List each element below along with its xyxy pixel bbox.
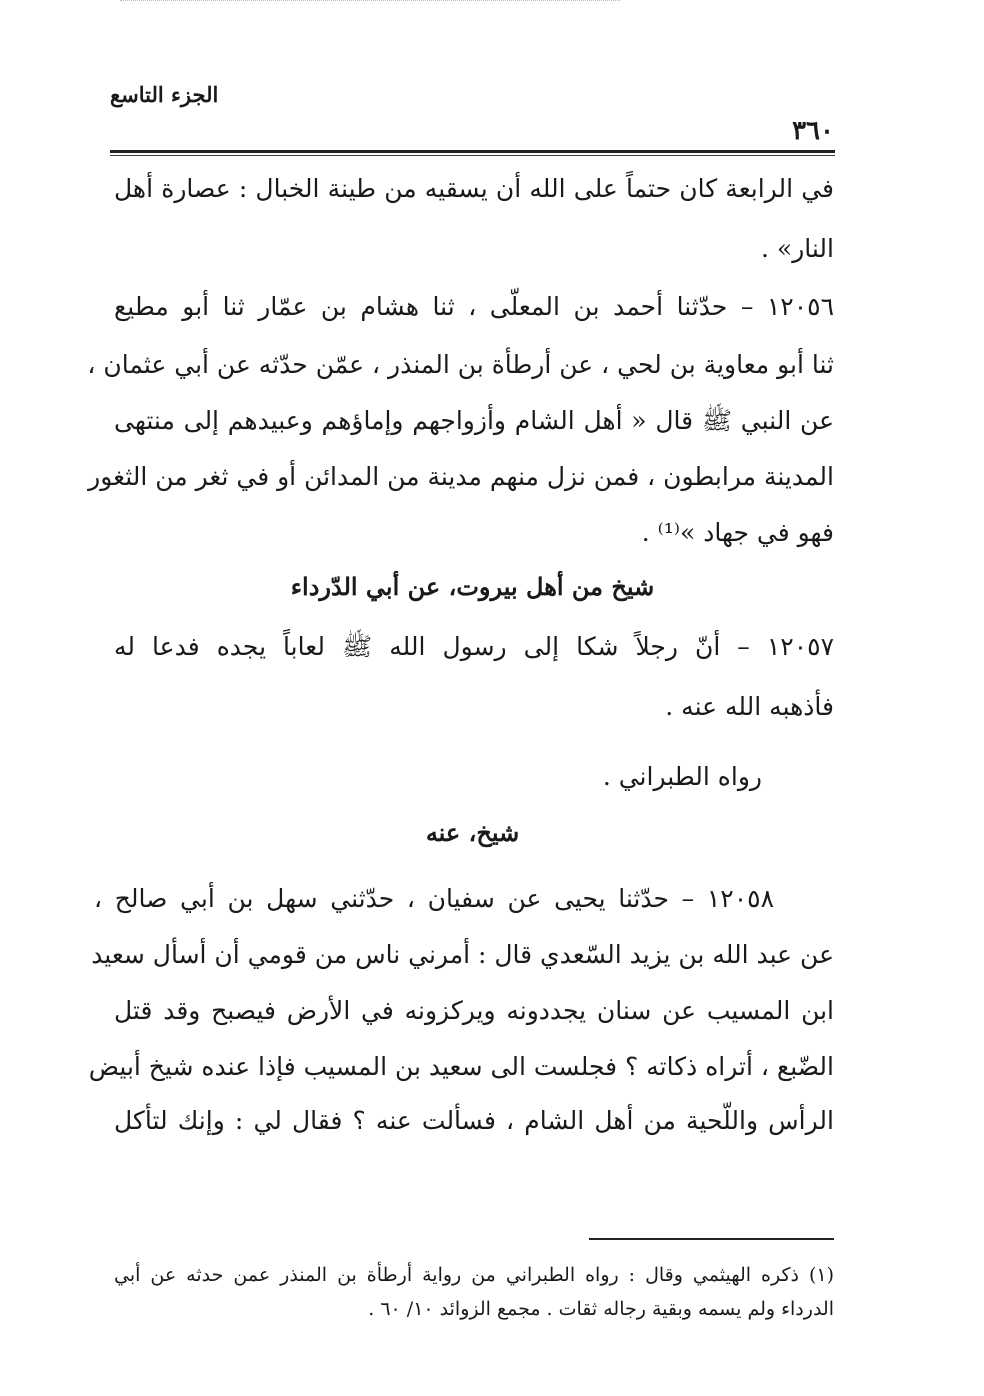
text-line: فأذهبه الله عنه .: [665, 692, 834, 721]
footnote-line: الدرداء ولم يسمه وبقية رجاله ثقات . مجمع الزوائد ١٠/ ٦٠ .: [368, 1298, 834, 1320]
scan-artifact: [120, 0, 620, 7]
footnote-line: (١) ذكره الهيثمي وقال : رواه الطبراني من رواية أرطأة بن المنذر عمن حدثه عن أبي: [114, 1264, 834, 1286]
text-line: عن عبد الله بن يزيد السّعدي قال : أمرني ناس من قومي أن أسأل سعيد: [91, 940, 834, 969]
text-line: المدينة مرابطون ، فمن نزل منهم مدينة من المدائن أو في ثغر من الثغور: [88, 462, 834, 491]
running-header: الجزء التاسع: [110, 82, 219, 107]
page-number: ٣٦٠: [792, 116, 834, 146]
section-heading: شيخ، عنه: [425, 818, 520, 847]
header-rule-thin: [110, 155, 835, 156]
text-line: ١٢٠٥٦ – حدّثنا أحمد بن المعلّى ، ثنا هشام بن عمّار ثنا أبو مطيع: [114, 292, 834, 321]
text-line: ابن المسيب عن سنان يجددونه ويركزونه في الأرض فيصبح وقد قتل: [114, 996, 834, 1025]
text-line: ١٢٠٥٨ – حدّثنا يحيى عن سفيان ، حدّثني سهل بن أبي صالح ،: [94, 884, 774, 913]
text-line: الرأس واللّحية من أهل الشام ، فسألت عنه ؟ فقال لي : وإنك لتأكل: [114, 1106, 834, 1135]
footnote-rule: [589, 1238, 834, 1240]
text-line: عن النبي ﷺ قال « أهل الشام وأزواجهم وإماؤهم وعبيدهم إلى منتهى: [114, 406, 834, 435]
text-line: ثنا أبو معاوية بن لحي ، عن أرطأة بن المنذر ، عمّن حدّثه عن أبي عثمان ،: [87, 350, 834, 379]
text-line: في الرابعة كان حتماً على الله أن يسقيه من طينة الخبال : عصارة أهل: [114, 174, 834, 203]
text-line: فهو في جهاد »⁽¹⁾ .: [641, 518, 834, 547]
section-heading: شيخ من أهل بيروت، عن أبي الدّرداء: [290, 572, 655, 601]
text-line: النار» .: [761, 234, 834, 263]
text-line: ١٢٠٥٧ – أنّ رجلاً شكا إلى رسول الله ﷺ لعاباً يجده فدعا له: [114, 632, 834, 661]
header-rule: [110, 150, 835, 153]
text-line: الضّبع ، أتراه ذكاته ؟ فجلست الى سعيد بن المسيب فإذا عنده شيخ أبيض: [88, 1052, 834, 1081]
text-line: رواه الطبراني .: [602, 762, 762, 791]
